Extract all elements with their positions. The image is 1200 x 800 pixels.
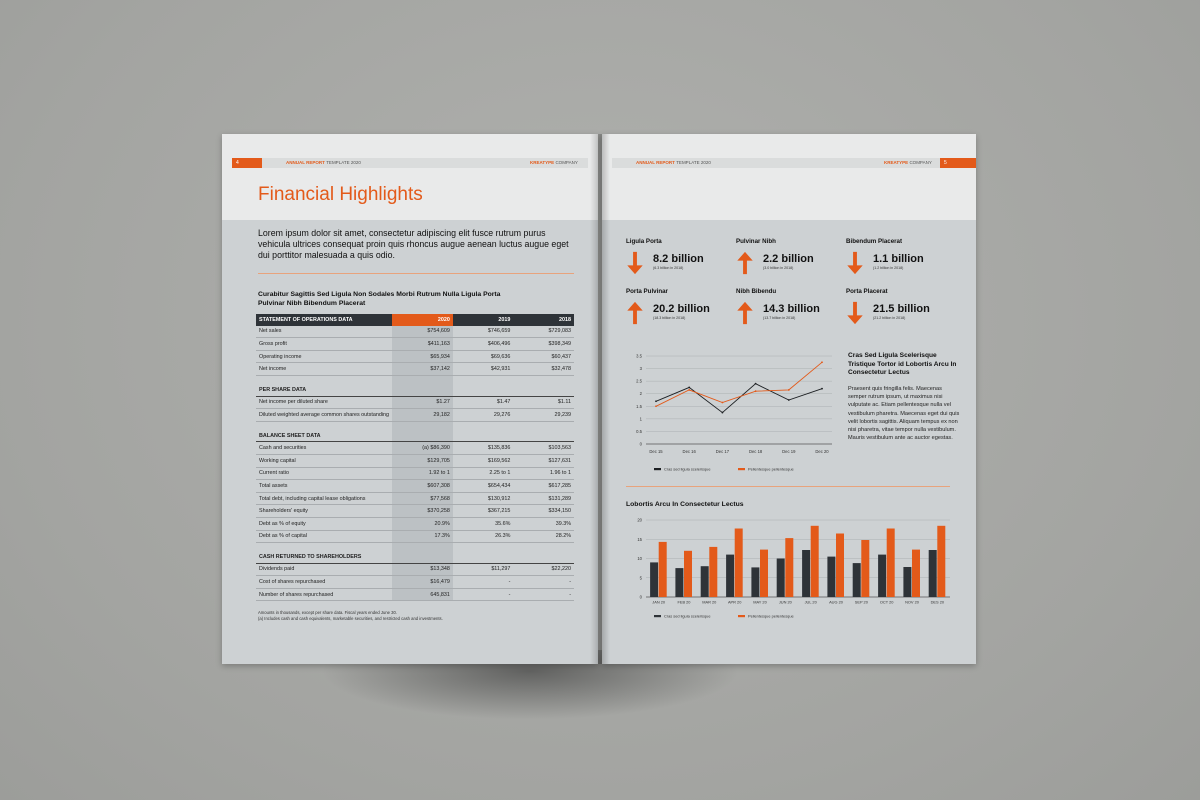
table-cell xyxy=(453,384,514,396)
bar xyxy=(785,538,793,597)
table-cell: Debt as % of capital xyxy=(256,530,392,543)
y-tick-label: 20 xyxy=(637,517,642,523)
kpi-note: (18.3 billion in 2018) xyxy=(653,316,686,320)
bar xyxy=(726,555,734,597)
table-cell: $129,705 xyxy=(392,454,453,467)
table-cell: Gross profit xyxy=(256,338,392,351)
table-cell: $1.11 xyxy=(513,396,574,409)
y-tick-label: 2.5 xyxy=(636,378,642,384)
legend-label: Cras sed ligula scelerisque xyxy=(664,466,711,472)
data-point xyxy=(688,389,690,391)
table-section-row xyxy=(256,551,574,563)
table-cell: Total debt, including capital lease obligations xyxy=(256,492,392,505)
arrow-down-icon xyxy=(846,300,864,326)
table-cell: $754,609 xyxy=(392,326,453,338)
bar xyxy=(777,559,785,598)
table-cell: 39.3% xyxy=(513,517,574,530)
legend-label: Pellentesque pellentesque xyxy=(748,613,794,619)
kpi-note: (3.0 billion in 2018) xyxy=(763,266,794,270)
kpi-label: Nibh Bibendu xyxy=(736,288,777,295)
financial-table xyxy=(256,314,574,601)
table-cell xyxy=(256,375,392,384)
table-row xyxy=(256,530,574,543)
table-cell xyxy=(453,375,514,384)
table-cell: $11,297 xyxy=(453,563,514,576)
x-tick-label: Dec 17 xyxy=(715,449,730,454)
table-header-cell: 2020 xyxy=(392,314,453,326)
table-cell: $1.27 xyxy=(392,396,453,409)
table-cell: Total assets xyxy=(256,480,392,493)
table-cell: (a) $86,390 xyxy=(392,442,453,455)
table-cell: $103,563 xyxy=(513,442,574,455)
x-tick-label: Dec 16 xyxy=(682,449,696,454)
bar xyxy=(701,566,709,597)
data-point xyxy=(788,389,790,391)
table-spacer-row xyxy=(256,375,574,384)
kpi-value: 14.3 billion xyxy=(763,303,820,315)
table-row xyxy=(256,454,574,467)
bar xyxy=(937,526,945,597)
x-tick-label: FEB 20 xyxy=(677,599,691,605)
bar xyxy=(811,526,819,597)
bar xyxy=(878,555,886,597)
x-tick-label: DES 20 xyxy=(930,599,945,605)
x-tick-label: JAN 20 xyxy=(652,599,666,605)
table-header-cell: STATEMENT OF OPERATIONS DATA xyxy=(256,314,392,326)
table-cell xyxy=(392,421,453,430)
intro-divider xyxy=(258,273,574,274)
table-cell: 26.3% xyxy=(453,530,514,543)
y-tick-label: 0 xyxy=(639,441,642,447)
bar xyxy=(887,529,895,598)
x-tick-label: JUL 20 xyxy=(804,599,817,605)
table-cell: $77,568 xyxy=(392,492,453,505)
bar xyxy=(684,551,692,597)
table-header-cell: 2018 xyxy=(513,314,574,326)
table-cell: 1.92 to 1 xyxy=(392,467,453,480)
kpi-label: Pulvinar Nibh xyxy=(736,238,776,245)
x-tick-label: AUG 20 xyxy=(829,599,843,605)
kpi-value: 2.2 billion xyxy=(763,253,814,265)
data-point xyxy=(755,383,757,385)
right-header-company: KREATYPE COMPANY xyxy=(884,160,932,165)
kpi-note: (1.2 billion in 2018) xyxy=(873,266,904,270)
left-page xyxy=(222,134,598,664)
table-cell: 28.2% xyxy=(513,530,574,543)
table-cell xyxy=(513,430,574,442)
y-tick-label: 15 xyxy=(637,536,642,542)
table-cell xyxy=(392,543,453,552)
footnote-1: Amounts in thousands, except per share data. Fiscal years ended June 30. xyxy=(258,610,397,615)
table-cell: $127,631 xyxy=(513,454,574,467)
table-row xyxy=(256,517,574,530)
kpi-value: 8.2 billion xyxy=(653,253,704,265)
table-cell xyxy=(453,543,514,552)
table-cell: Number of shares repurchased xyxy=(256,588,392,601)
table-cell: Working capital xyxy=(256,454,392,467)
table-header-row xyxy=(256,314,574,326)
section-divider xyxy=(626,486,950,487)
table-row xyxy=(256,350,574,363)
y-tick-label: 1.5 xyxy=(636,403,642,409)
y-tick-label: 3 xyxy=(639,366,642,372)
bar xyxy=(751,567,759,597)
x-tick-label: Dec 18 xyxy=(748,449,763,454)
kpi-note: (21.2 billion in 2018) xyxy=(873,316,906,320)
table-cell xyxy=(513,384,574,396)
table-cell: $131,289 xyxy=(513,492,574,505)
table-cell: CASH RETURNED TO SHAREHOLDERS xyxy=(256,551,392,563)
table-spacer-row xyxy=(256,543,574,552)
y-tick-label: 10 xyxy=(637,556,642,561)
x-tick-label: SEP 20 xyxy=(854,599,868,605)
kpi-note: (13.7 billion in 2018) xyxy=(763,316,796,320)
bar xyxy=(853,563,861,597)
kpi-tile xyxy=(736,288,836,338)
data-point xyxy=(688,387,690,389)
table-cell xyxy=(453,430,514,442)
table-row xyxy=(256,467,574,480)
table-cell: Debt as % of equity xyxy=(256,517,392,530)
data-point xyxy=(722,412,724,414)
left-header-label: ANNUAL REPORT TEMPLATE 2020 xyxy=(286,160,361,165)
table-cell xyxy=(513,543,574,552)
kpi-tile xyxy=(736,238,836,288)
table-cell: Cash and securities xyxy=(256,442,392,455)
table-cell xyxy=(256,421,392,430)
page-title: Financial Highlights xyxy=(258,184,423,205)
table-cell: Diluted weighted average common shares outstanding xyxy=(256,409,392,422)
bar xyxy=(650,562,658,597)
bar xyxy=(802,550,810,597)
bar xyxy=(912,550,920,597)
series-line xyxy=(656,362,822,406)
table-row xyxy=(256,363,574,376)
table-row xyxy=(256,492,574,505)
table-cell: $729,083 xyxy=(513,326,574,338)
bar xyxy=(929,550,937,597)
x-tick-label: OCT 20 xyxy=(879,599,894,605)
table-cell: $411,163 xyxy=(392,338,453,351)
kpi-value: 1.1 billion xyxy=(873,253,924,265)
table-cell: $42,931 xyxy=(453,363,514,376)
table-row xyxy=(256,576,574,589)
table-cell: $65,934 xyxy=(392,350,453,363)
table-cell xyxy=(392,375,453,384)
table-cell xyxy=(513,421,574,430)
table-cell: Shareholders' equity xyxy=(256,505,392,518)
table-cell: 20.9% xyxy=(392,517,453,530)
table-cell: - xyxy=(453,576,514,589)
table-cell: $654,434 xyxy=(453,480,514,493)
bar-chart-title: Lobortis Arcu In Consectetur Lectus xyxy=(626,501,744,508)
arrow-down-icon xyxy=(626,250,644,276)
y-tick-label: 5 xyxy=(639,575,642,581)
table-row xyxy=(256,588,574,601)
right-page xyxy=(602,134,976,664)
table-cell: Cost of shares repurchased xyxy=(256,576,392,589)
arrow-up-icon xyxy=(626,300,644,326)
data-point xyxy=(755,390,757,392)
bar xyxy=(709,547,717,597)
kpi-label: Porta Placerat xyxy=(846,288,888,295)
bar xyxy=(836,534,844,598)
table-cell: $1.47 xyxy=(453,396,514,409)
side-heading: Cras Sed Ligula Scelerisque Tristique Tortor id Lobortis Arcu In Consectetur Lectus xyxy=(848,352,957,376)
table-cell: Net sales xyxy=(256,326,392,338)
kpi-tile xyxy=(846,288,946,338)
x-tick-label: MAR 20 xyxy=(702,599,717,605)
table-cell: $130,912 xyxy=(453,492,514,505)
bar xyxy=(760,550,768,597)
data-point xyxy=(655,405,657,407)
table-cell: 645,831 xyxy=(392,588,453,601)
x-tick-label: MAY 20 xyxy=(753,599,767,605)
table-cell: 35.6% xyxy=(453,517,514,530)
footnote-2: (a) Includes cash and cash equivalents, marketable securities, and restricted cash and investments. xyxy=(258,615,443,621)
bar xyxy=(659,542,667,597)
table-row xyxy=(256,505,574,518)
legend-swatch xyxy=(654,468,661,470)
y-tick-label: 0 xyxy=(639,594,642,600)
table-cell: $169,562 xyxy=(453,454,514,467)
data-point xyxy=(788,399,790,401)
table-cell: 1.96 to 1 xyxy=(513,467,574,480)
y-tick-label: 3.5 xyxy=(636,353,642,359)
side-paragraph: Praesent quis fringilla felis. Maecenas semper rutrum ipsum, ut maximus nisi vulputate ac. Etiam pellentesque nulla vel vestibulum pharetra. Maecenas eget dui quis velit lobortis sagittis. Aliquam tempus ex non nisi pharetra, vitae tempor nulla vestibulum. Mauris vestibulum ante ac auctor egestas. xyxy=(848,386,960,442)
table-spacer-row xyxy=(256,421,574,430)
bar xyxy=(861,540,869,597)
left-page-number: 4 xyxy=(232,158,262,168)
table-cell: 29,276 xyxy=(453,409,514,422)
table-cell xyxy=(392,430,453,442)
right-running-header xyxy=(612,158,974,168)
arrow-up-icon xyxy=(736,300,754,326)
right-header-label: ANNUAL REPORT TEMPLATE 2020 xyxy=(636,160,711,165)
table-row xyxy=(256,480,574,493)
table-subheading: Curabitur Sagittis Sed Ligula Non Sodales Morbi Rutrum Nulla Ligula Porta Pulvinar Nibh Bibendum Placerat xyxy=(258,291,501,307)
table-cell: $69,636 xyxy=(453,350,514,363)
kpi-tile xyxy=(626,288,726,338)
table-cell: $367,215 xyxy=(453,505,514,518)
bar xyxy=(903,567,911,597)
table-row xyxy=(256,326,574,338)
table-cell: $617,285 xyxy=(513,480,574,493)
table-row xyxy=(256,563,574,576)
table-cell: $60,437 xyxy=(513,350,574,363)
y-tick-label: 1 xyxy=(639,416,642,422)
table-cell: $37,142 xyxy=(392,363,453,376)
y-tick-label: 2 xyxy=(639,391,642,397)
table-cell: $370,258 xyxy=(392,505,453,518)
table-cell xyxy=(453,551,514,563)
table-cell: $16,479 xyxy=(392,576,453,589)
table-cell: BALANCE SHEET DATA xyxy=(256,430,392,442)
table-cell: 29,239 xyxy=(513,409,574,422)
table-cell: - xyxy=(513,576,574,589)
bar xyxy=(675,568,683,597)
kpi-label: Bibendum Placerat xyxy=(846,238,903,245)
legend-label: Cras sed ligula scelerisque xyxy=(664,613,711,619)
left-running-header xyxy=(232,158,588,168)
table-cell: Operating income xyxy=(256,350,392,363)
table-cell: Net income xyxy=(256,363,392,376)
table-cell: $607,308 xyxy=(392,480,453,493)
table-cell: - xyxy=(513,588,574,601)
legend-swatch xyxy=(654,615,661,617)
y-tick-label: 0.5 xyxy=(636,428,642,434)
table-cell: - xyxy=(453,588,514,601)
bar xyxy=(827,557,835,597)
table-cell: $135,836 xyxy=(453,442,514,455)
x-tick-label: Dec 19 xyxy=(782,449,796,454)
table-cell: $13,348 xyxy=(392,563,453,576)
table-cell: 29,182 xyxy=(392,409,453,422)
x-tick-label: JUN 20 xyxy=(778,599,792,605)
table-cell: $746,659 xyxy=(453,326,514,338)
arrow-down-icon xyxy=(846,250,864,276)
table-row xyxy=(256,396,574,409)
data-point xyxy=(821,361,823,363)
table-cell xyxy=(513,551,574,563)
kpi-value: 21.5 billion xyxy=(873,303,930,315)
table-cell: $398,349 xyxy=(513,338,574,351)
table-cell: $22,220 xyxy=(513,563,574,576)
table-cell xyxy=(256,543,392,552)
data-point xyxy=(722,402,724,404)
book-spine xyxy=(590,134,610,664)
legend-label: Pellentesque pellentesque xyxy=(748,466,794,472)
table-cell xyxy=(392,384,453,396)
table-cell xyxy=(513,375,574,384)
bar xyxy=(735,529,743,598)
table-section-row xyxy=(256,384,574,396)
data-point xyxy=(821,388,823,390)
footnotes xyxy=(258,610,558,621)
table-row xyxy=(256,338,574,351)
kpi-label: Porta Pulvinar xyxy=(626,288,668,295)
bar-chart xyxy=(624,514,954,626)
table-row xyxy=(256,409,574,422)
table-cell: PER SHARE DATA xyxy=(256,384,392,396)
x-tick-label: NOV 20 xyxy=(905,599,919,605)
table-cell xyxy=(453,421,514,430)
table-cell: $406,496 xyxy=(453,338,514,351)
left-header-company: KREATYPE COMPANY xyxy=(530,160,578,165)
table-cell: 2.25 to 1 xyxy=(453,467,514,480)
series-line xyxy=(656,384,822,413)
table-cell: Current ratio xyxy=(256,467,392,480)
intro-paragraph: Lorem ipsum dolor sit amet, consectetur adipiscing elit fusce rutrum purus vehicula ultrices consequat proin quis rhoncus augue aenean luctus augue eget dui porttitor malesuada a quis odio. xyxy=(258,228,569,260)
kpi-value: 20.2 billion xyxy=(653,303,710,315)
table-header-cell: 2019 xyxy=(453,314,514,326)
table-cell: Net income per diluted share xyxy=(256,396,392,409)
right-page-number: 5 xyxy=(940,158,976,168)
table-cell: Dividends paid xyxy=(256,563,392,576)
kpi-note: (6.3 billion in 2018) xyxy=(653,266,684,270)
x-tick-label: Dec 15 xyxy=(649,449,663,454)
x-tick-label: APR 20 xyxy=(727,599,742,605)
data-point xyxy=(655,400,657,402)
kpi-tile xyxy=(846,238,946,288)
line-chart xyxy=(624,346,840,486)
legend-swatch xyxy=(738,615,745,617)
table-cell xyxy=(392,551,453,563)
table-section-row xyxy=(256,430,574,442)
legend-swatch xyxy=(738,468,745,470)
arrow-up-icon xyxy=(736,250,754,276)
table-cell: 17.3% xyxy=(392,530,453,543)
table-cell: $32,478 xyxy=(513,363,574,376)
kpi-tile xyxy=(626,238,726,288)
kpi-label: Ligula Porta xyxy=(626,238,662,245)
x-tick-label: Dec 20 xyxy=(815,449,829,454)
table-row xyxy=(256,442,574,455)
table-cell: $334,150 xyxy=(513,505,574,518)
